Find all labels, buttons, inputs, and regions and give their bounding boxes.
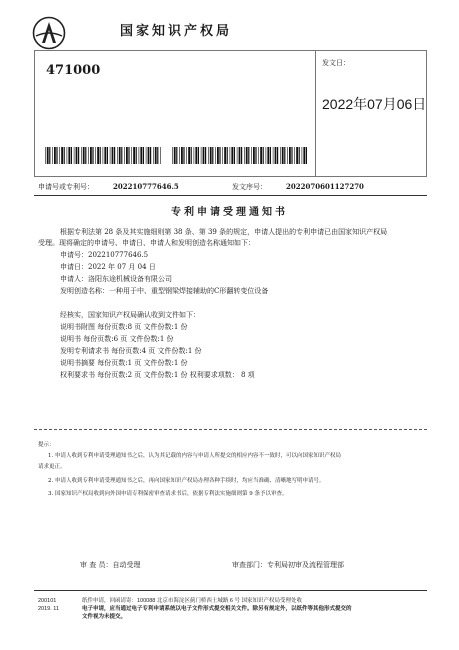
document-row: 说明书摘要 每份页数:1 页 文件份数:1 份 — [60, 359, 188, 367]
form-code: 200101 — [38, 598, 57, 604]
documents-intro: 经核实，国家知识产权局确认收到文件如下： — [60, 311, 200, 319]
doc-serial-value: 2022070601127270 — [286, 182, 364, 191]
document-row: 说明书附图 每份页数:8 页 文件份数:1 份 — [60, 323, 188, 331]
field-value: 一种用于中、重型钢梁焊接辅助的C形翻转变位设备 — [109, 287, 269, 295]
note-line: 请求更正。 — [38, 464, 66, 470]
field-label: 申请日： — [60, 263, 88, 271]
barcode-left — [45, 147, 163, 164]
note-line: 3. 国家知识产权局收到向外国申请专利保密审查请求书后，依据专利法实施细则第 9 条予以审查。 — [48, 491, 288, 497]
postal-code: 471000 — [46, 63, 101, 78]
field-label: 申请号： — [60, 251, 88, 259]
notes-title: 提示： — [38, 442, 55, 448]
note-line: 1. 申请人收到专利申请受理通知书之后，认为其记载的内容与申请人所提交的相应内容不一致时，可以向国家知识产权局 — [48, 453, 341, 459]
form-date: 2019. 11 — [38, 606, 60, 612]
app-no-value: 202210777646.5 — [113, 182, 179, 191]
department-label: 审查部门：专利局初审及流程管理部 — [232, 561, 344, 569]
document-row: 发明专利请求书 每份页数:4 页 文件份数:1 份 — [60, 347, 202, 355]
field-app-no — [60, 250, 148, 260]
field-value: 202210777646.5 — [88, 251, 149, 259]
field-app-date — [60, 262, 156, 272]
footer-line3: 文件视为未提交。 — [82, 614, 127, 620]
divider-notes — [34, 429, 427, 430]
document-row: 说明书 每份页数:6 页 文件份数:1 份 — [60, 335, 174, 343]
notice-title: 专利申请受理通知书 — [171, 207, 288, 218]
footer-line2: 电子申请，应当通过电子专利申请系统以电子文件形式提交相关文件。除另有规定外，以纸件等其他形式提交的 — [82, 606, 352, 612]
note-line: 2. 申请人收到专利申请受理通知书之后，再向国家知识产权局办理各种手续时，均应当准确、清晰地写明申请号。 — [48, 478, 325, 484]
barcode-right — [172, 147, 308, 164]
body-paragraph-line1: 根据专利法第 28 条及其实施细则第 38 条、第 39 条的规定，申请人提出的专利申请已由国家知识产权局 — [60, 228, 388, 236]
field-value: 洛阳东途机械设备有限公司 — [88, 275, 172, 283]
body-paragraph-line2: 受理。现将确定的申请号、申请日、申请人和发明创造名称通知如下： — [38, 239, 255, 247]
send-date: 2022年07月06日 — [322, 96, 427, 112]
agency-name: 国家知识产权局 — [120, 24, 233, 39]
divider-footer — [34, 590, 427, 591]
field-value: 2022 年 07 月 04 日 — [88, 263, 156, 271]
field-invention-title — [60, 286, 268, 296]
cnipa-logo-icon — [32, 16, 66, 50]
field-label: 申请人： — [60, 275, 88, 283]
app-no-label: 申请号或专利号： — [38, 183, 94, 191]
field-label: 发明创造名称： — [60, 287, 109, 295]
document-row: 权利要求书 每份页数:2 页 文件份数:1 份 权利要求项数： 8 项 — [60, 371, 255, 379]
send-date-label: 发文日： — [322, 59, 350, 67]
field-applicant — [60, 274, 172, 284]
footer-line1: 纸件申请，回函请寄：100088 北京市海淀区蓟门桥西土城路 6 号 国家知识产权局受理处收 — [82, 598, 303, 604]
divider-top — [34, 195, 427, 196]
header-divider — [315, 50, 316, 177]
doc-serial-label: 发文序号： — [232, 183, 267, 191]
examiner-label: 审 查 员：自动受理 — [80, 561, 141, 569]
